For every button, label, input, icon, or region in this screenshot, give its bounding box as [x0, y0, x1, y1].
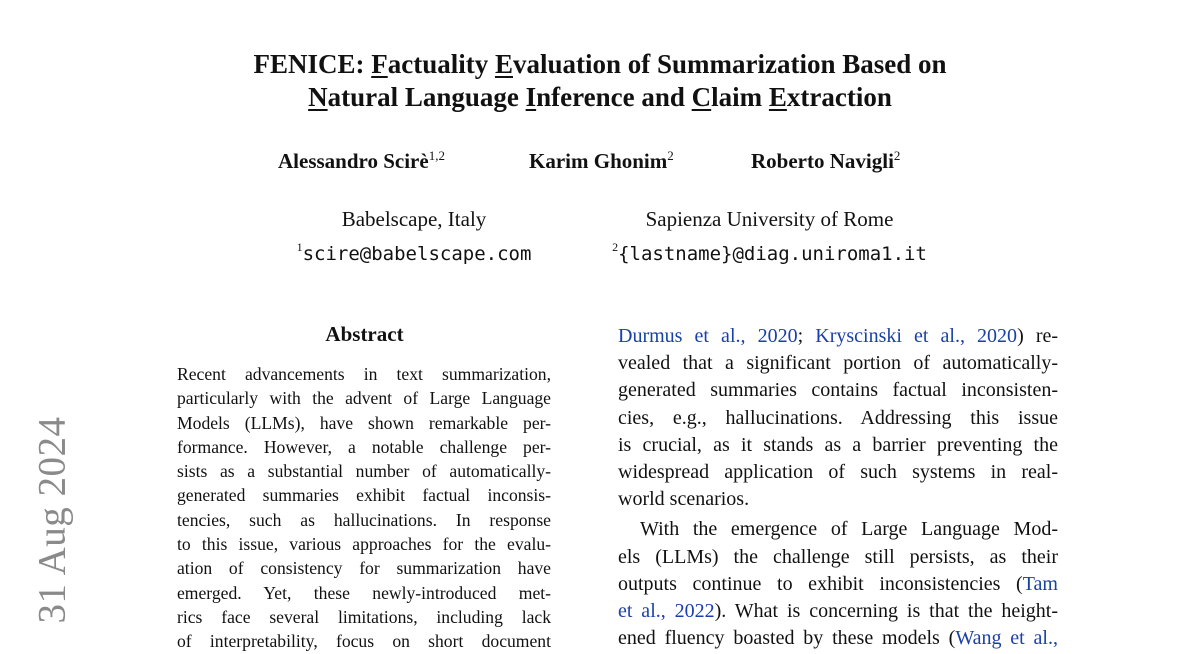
abstract-heading: Abstract	[325, 322, 404, 346]
citation-link-tam[interactable]: Tam	[1022, 572, 1058, 595]
abstract-body	[177, 362, 551, 654]
body-line: widespread application of such systems in real-	[618, 460, 1058, 483]
abstract-line: Recent advancements in text summarization,	[177, 364, 551, 384]
abstract-line: to this issue, various approaches for the evalu-	[177, 534, 551, 555]
abstract-line: formance. However, a notable challenge per-	[177, 436, 551, 457]
body-line: cies, e.g., hallucinations. Addressing this issue	[618, 406, 1058, 429]
paper-title	[0, 48, 1200, 114]
abstract-line: ation of consistency for summarization have	[177, 558, 551, 579]
title-line-1: FENICE: Factuality Evaluation of Summarization Based on	[253, 49, 947, 79]
title-line-2: Natural Language Inference and Claim Extraction	[308, 82, 892, 112]
author-ghonim: Karim Ghonim$^2$	[529, 148, 674, 173]
body-line: generated summaries contains factual inconsisten-	[618, 379, 1058, 402]
citation-link-kryscinski[interactable]: Kryscinski et al., 2020	[815, 325, 1018, 347]
citation-link-wang[interactable]: Wang et al.,	[955, 627, 1058, 650]
citation-link-tam-cont[interactable]: et al., 2022	[618, 599, 715, 622]
body-line: Durmus et al., 2020; Kryscinski et al., 2020) re-	[618, 325, 1058, 347]
body-line: ened fluency boasted by these models (Wang et al.,	[618, 627, 1058, 650]
abstract-line: sists as a substantial number of automatically-	[177, 461, 551, 482]
body-line: vealed that a significant portion of automatically-	[618, 352, 1058, 375]
abstract-line: rics face several limitations, including lack	[177, 606, 551, 627]
body-line: is crucial, as it stands as a barrier preventing the	[618, 433, 1058, 456]
author-scire: Alessandro Scirè$^{1,2}$	[278, 148, 445, 173]
affiliation-email: $^2${lastname}@diag.uniroma1.it	[612, 240, 927, 265]
body-line: els (LLMs) the challenge still persists, as their	[618, 545, 1058, 568]
abstract-line: generated summaries exhibit factual inconsis-	[177, 485, 551, 506]
author-list	[0, 148, 1200, 178]
author-navigli: Roberto Navigli$^2$	[751, 148, 901, 173]
abstract-line: tencies, such as hallucinations. In response	[177, 509, 551, 530]
affiliation-babelscape	[273, 205, 555, 268]
affiliation-org: Babelscape, Italy	[341, 207, 487, 231]
affiliation-org: Sapienza University of Rome	[645, 207, 894, 231]
body-line: world scenarios.	[618, 488, 750, 511]
citation-link-durmus[interactable]: Durmus et al., 2020	[618, 325, 798, 347]
body-column-right	[618, 323, 1058, 652]
abstract-line: particularly with the advent of Large Language	[177, 388, 551, 409]
abstract-line: Models (LLMs), have shown remarkable per-	[177, 412, 551, 433]
body-line: et al., 2022). What is concerning is that the height-	[618, 599, 1058, 622]
abstract-line: of interpretability, focus on short document	[177, 631, 551, 652]
affiliation-email: $^1$scire@babelscape.com	[296, 240, 532, 265]
abstract-line: emerged. Yet, these newly-introduced met-	[177, 582, 551, 603]
affiliation-sapienza	[592, 205, 947, 268]
body-line: With the emergence of Large Language Mod-	[640, 518, 1058, 541]
body-line: outputs continue to exhibit inconsistencies (Tam	[618, 572, 1058, 595]
